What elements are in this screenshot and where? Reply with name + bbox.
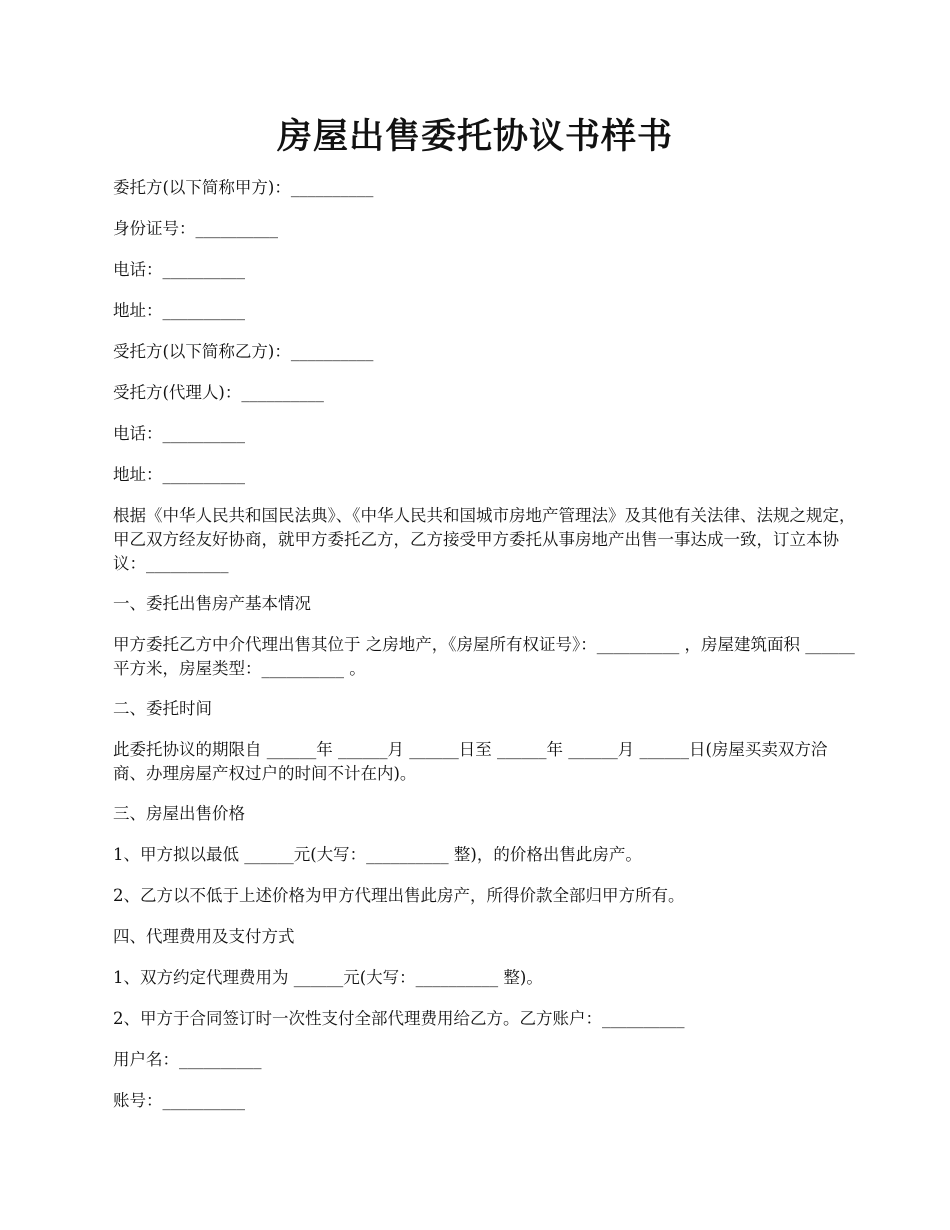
fee-clause-1: 1、双方约定代理费用为 ______元(大写：__________ 整)。 <box>113 968 543 987</box>
account-username-line: 用户名：__________ <box>113 1050 262 1069</box>
client-name-line: 委托方(以下简称甲方)：__________ <box>113 178 374 197</box>
preamble-paragraph: 根据《中华人民共和国民法典》、《中华人民共和国城市房地产管理法》及其他有关法律、法规之规定，甲乙双方经友好协商，就甲方委托乙方，乙方接受甲方委托从事房地产出售一事达成一致，订立本协议：__________ <box>113 506 856 573</box>
agent-representative-line: 受托方(代理人)：__________ <box>113 383 324 402</box>
property-details-paragraph: 甲方委托乙方中介代理出售其位于 之房地产，《房屋所有权证号》：__________ ，房屋建筑面积 ______平方米，房屋类型：__________ 。 <box>113 635 855 678</box>
account-number-line: 账号：__________ <box>113 1091 245 1110</box>
agent-address-line: 地址：__________ <box>113 465 245 484</box>
section-heading-2: 二、委托时间 <box>113 699 212 718</box>
agent-name-line: 受托方(以下简称乙方)：__________ <box>113 342 374 361</box>
section-heading-1: 一、委托出售房产基本情况 <box>113 594 311 613</box>
client-phone-line: 电话：__________ <box>113 260 245 279</box>
term-paragraph: 此委托协议的期限自 ______年 ______月 ______日至 ______年 ______月 ______日(房屋买卖双方洽商、办理房屋产权过户的时间不计在内)。 <box>113 740 828 783</box>
agent-phone-line: 电话：__________ <box>113 424 245 443</box>
price-clause-2: 2、乙方以不低于上述价格为甲方代理出售此房产，所得价款全部归甲方所有。 <box>113 886 685 905</box>
document-body <box>113 176 858 1130</box>
fee-clause-2: 2、甲方于合同签订时一次性支付全部代理费用给乙方。乙方账户：__________ <box>113 1009 685 1028</box>
section-heading-4: 四、代理费用及支付方式 <box>113 927 295 946</box>
document-title: 房屋出售委托协议书样书 <box>276 116 673 157</box>
section-heading-3: 三、房屋出售价格 <box>113 804 245 823</box>
price-clause-1: 1、甲方拟以最低 ______元(大写：__________ 整)，的价格出售此房产。 <box>113 845 642 864</box>
client-address-line: 地址：__________ <box>113 301 245 320</box>
client-id-line: 身份证号：__________ <box>113 219 278 238</box>
